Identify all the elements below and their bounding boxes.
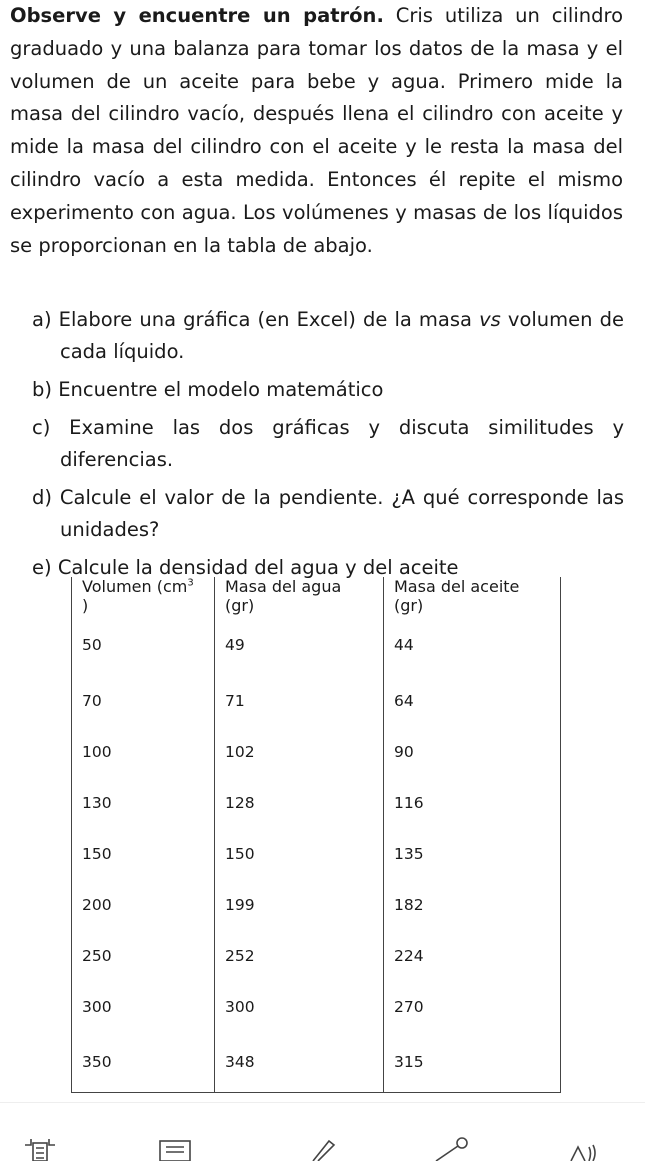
cell-volume: 200 bbox=[72, 879, 215, 930]
cell-volume: 100 bbox=[72, 726, 215, 777]
cell-oil: 64 bbox=[384, 675, 561, 726]
cell-volume: 250 bbox=[72, 930, 215, 981]
table-row bbox=[72, 981, 561, 1032]
cell-volume: 350 bbox=[72, 1032, 215, 1093]
task-label: b) bbox=[32, 378, 52, 401]
cell-oil: 116 bbox=[384, 777, 561, 828]
bottom-toolbar bbox=[0, 1102, 645, 1161]
cell-volume: 50 bbox=[72, 615, 215, 675]
cell-oil: 90 bbox=[384, 726, 561, 777]
table-header-row bbox=[72, 577, 561, 615]
intro-body: Cris utiliza un cilindro graduado y una balanza para tomar los datos de la masa y el volumen de un aceite para bebe y agua. Primero mide la masa del cilindro vacío, después llena el cilindro con aceite y mide la masa del cilindro con el aceite y le resta la masa del cilindro vacío a esta medida. Entonces él repite el mismo experimento con agua. Los volúmenes y masas de los líquidos se proporcionan en bbox=[10, 4, 623, 257]
table-row bbox=[72, 615, 561, 675]
task-text: Calcule la densidad del agua y del aceite bbox=[57, 556, 459, 579]
table-row bbox=[72, 828, 561, 879]
cell-water: 348 bbox=[215, 1032, 384, 1093]
cell-water: 102 bbox=[215, 726, 384, 777]
task-label: c) bbox=[32, 416, 51, 439]
task-text-after: volumen de cada líquido. bbox=[60, 308, 624, 363]
header-volume: Volumen ($cm^3$ ) bbox=[72, 577, 215, 615]
table-row bbox=[72, 879, 561, 930]
table-row bbox=[72, 675, 561, 726]
table-row bbox=[72, 726, 561, 777]
cell-oil: 224 bbox=[384, 930, 561, 981]
cell-volume: 130 bbox=[72, 777, 215, 828]
cell-volume: 150 bbox=[72, 828, 215, 879]
task-label: d) bbox=[32, 486, 52, 509]
task-label: a) bbox=[32, 308, 52, 331]
task-item-b bbox=[32, 374, 624, 406]
cell-oil: 182 bbox=[384, 879, 561, 930]
intro-paragraph bbox=[10, 0, 623, 262]
task-list bbox=[32, 304, 624, 590]
intro-lead: Observe y encuentre un patrón. bbox=[10, 4, 384, 27]
table-row bbox=[72, 930, 561, 981]
task-text: Calcule el valor de la pendiente. ¿A qué corresponde las unidades? bbox=[59, 486, 624, 541]
intro-last-line: la tabla de abajo. bbox=[203, 233, 373, 257]
cell-volume: 70 bbox=[72, 675, 215, 726]
task-item-c bbox=[32, 412, 624, 476]
pencil-icon[interactable] bbox=[305, 1135, 345, 1161]
cell-water: 252 bbox=[215, 930, 384, 981]
text-layout-icon[interactable] bbox=[20, 1135, 60, 1161]
cell-oil: 315 bbox=[384, 1032, 561, 1093]
task-item-d bbox=[32, 482, 624, 546]
cell-water: 300 bbox=[215, 981, 384, 1032]
cell-oil: 135 bbox=[384, 828, 561, 879]
cell-oil: 44 bbox=[384, 615, 561, 675]
cell-water: 49 bbox=[215, 615, 384, 675]
task-text: Examine las dos gráficas y discuta similitudes y diferencias. bbox=[60, 416, 625, 471]
task-emph: vs bbox=[479, 308, 501, 331]
task-text: Elabore una gráfica (en Excel) de la masa bbox=[58, 308, 472, 331]
graph-icon[interactable] bbox=[432, 1135, 472, 1161]
cell-volume: 300 bbox=[72, 981, 215, 1032]
task-label: e) bbox=[32, 556, 52, 579]
cell-water: 71 bbox=[215, 675, 384, 726]
list-icon[interactable] bbox=[155, 1135, 195, 1161]
cell-water: 199 bbox=[215, 879, 384, 930]
header-oil-mass: Masa del aceite (gr) bbox=[384, 577, 561, 615]
cell-water: 128 bbox=[215, 777, 384, 828]
mass-volume-table bbox=[71, 577, 561, 1093]
task-item-a bbox=[32, 304, 624, 368]
task-text: Encuentre el modelo matemático bbox=[58, 378, 384, 401]
cell-water: 150 bbox=[215, 828, 384, 879]
read-aloud-icon[interactable] bbox=[565, 1135, 605, 1161]
cell-oil: 270 bbox=[384, 981, 561, 1032]
table-row bbox=[72, 777, 561, 828]
header-water-mass: Masa del agua (gr) bbox=[215, 577, 384, 615]
table-row bbox=[72, 1032, 561, 1093]
